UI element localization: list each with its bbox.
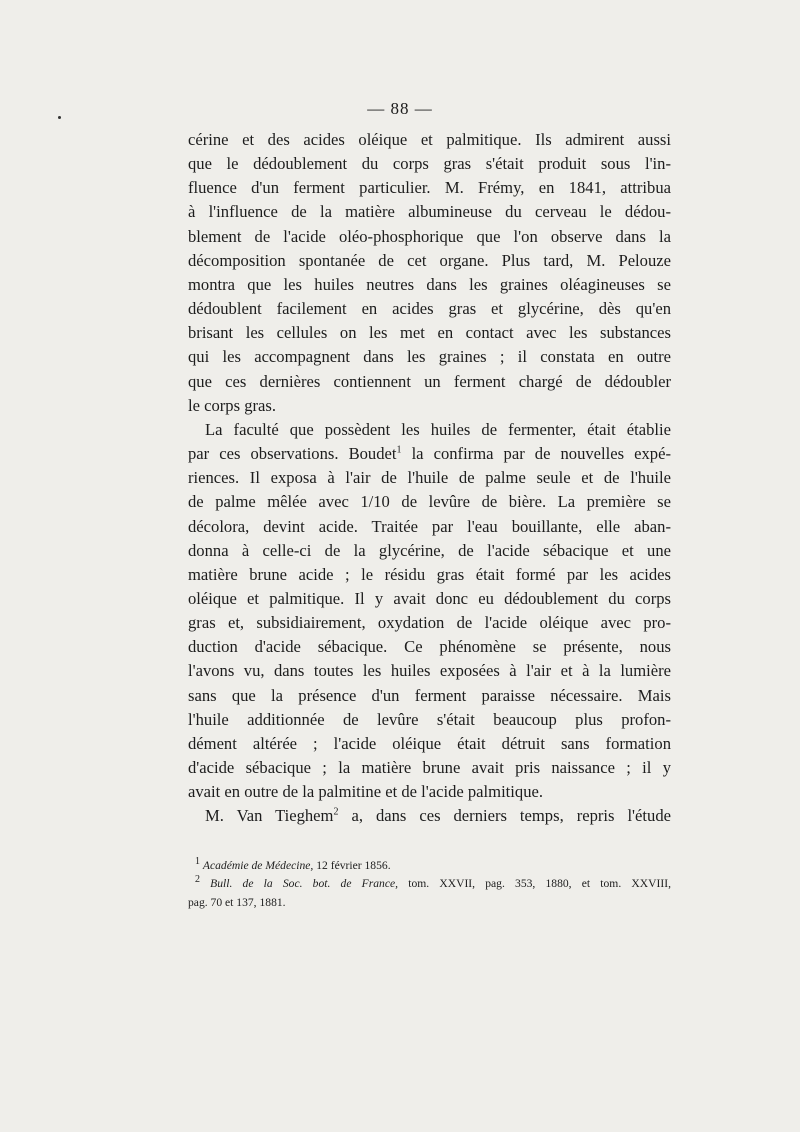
text-line: montra que les huiles neutres dans les graines oléagineuses se (188, 274, 671, 294)
text-line: oléique et palmitique. Il y avait donc eu dédoublement du corps (188, 588, 671, 608)
text-line: que le dédoublement du corps gras s'était produit sous l'in- (188, 154, 671, 174)
text-line: d'acide sébacique ; la matière brune avait pris naissance ; il y (188, 758, 671, 778)
text-line: qui les accompagnent dans les graines ; il constata en outre (188, 347, 671, 367)
footnote-ref-2: 2 (333, 806, 339, 818)
footnote-ref-1: 1 (396, 444, 402, 456)
text-line: sans que la présence d'un ferment paraisse nécessaire. Mais (188, 685, 671, 705)
text-line: gras et, subsidiairement, oxydation de l'acide oléique avec pro- (188, 613, 671, 633)
text-line: duction d'acide sébacique. Ce phénomène se présente, nous (188, 637, 671, 657)
text-line: de palme mêlée avec 1/10 de levûre de bière. La première se (188, 492, 671, 512)
body-text (188, 128, 671, 829)
text-fragment: M. Van Tieghem (205, 806, 334, 826)
text-line: riences. Il exposa à l'air de l'huile de palme seule et de l'huile (188, 468, 671, 488)
text-line-with-ref (188, 804, 671, 828)
text-line: matière brune acide ; le résidu gras était formé par les acides (188, 564, 671, 584)
footnote-source: Bull. de la Soc. bot. de France, (210, 877, 399, 891)
footnote-detail: 12 février 1856. (316, 859, 391, 872)
text-fragment: la confirma par de nouvelles expé- (411, 444, 671, 464)
text-line: que ces dernières contiennent un ferment chargé de dédoubler (188, 371, 671, 391)
footnote-marker: 1 (195, 856, 200, 868)
footnote-1 (188, 857, 671, 875)
text-line: dédoublent facilement en acides gras et glycérine, dès qu'en (188, 299, 671, 319)
footnote-marker: 2 (195, 874, 200, 886)
text-line: avait en outre de la palmitine et de l'acide palmitique. (188, 782, 544, 802)
text-line: décomposition spontanée de cet organe. Plus tard, M. Pelouze (188, 250, 671, 270)
footnote-detail: tom. XXVII, pag. 353, 1880, et tom. XXVIII, (408, 877, 671, 891)
page-number: — 88 — (367, 99, 433, 118)
text-line: le corps gras. (188, 395, 277, 415)
text-line: dément altérée ; l'acide oléique était détruit sans formation (188, 733, 671, 753)
text-fragment: a, dans ces derniers temps, repris l'étude (351, 806, 671, 826)
text-line: donna à celle-ci de la glycérine, de l'acide sébacique et une (188, 540, 671, 560)
text-line: à l'influence de la matière albumineuse du cerveau le dédou- (188, 202, 671, 222)
footnote-2-continuation: pag. 70 et 137, 1881. (188, 895, 286, 909)
text-fragment: par ces observations. Boudet (188, 444, 397, 464)
text-line: La faculté que possèdent les huiles de fermenter, était établie (205, 419, 671, 439)
text-line-with-ref (188, 442, 671, 466)
text-line: cérine et des acides oléique et palmitique. Ils admirent aussi (188, 130, 671, 149)
footnote-2 (188, 875, 671, 893)
text-line: fluence d'un ferment particulier. M. Frémy, en 1841, attribua (188, 178, 671, 198)
text-line: brisant les cellules on les met en contact avec les substances (188, 323, 671, 343)
text-line: blement de l'acide oléo-phosphorique que l'on observe dans la (188, 226, 671, 246)
footnotes (188, 857, 671, 912)
footnote-source: Académie de Médecine, (202, 859, 314, 872)
text-line: l'huile additionnée de levûre s'était beaucoup plus profon- (188, 709, 671, 729)
text-line: l'avons vu, dans toutes les huiles exposées à l'air et à la lumière (188, 661, 671, 681)
text-line: décolora, devint acide. Traitée par l'eau bouillante, elle aban- (188, 516, 671, 536)
